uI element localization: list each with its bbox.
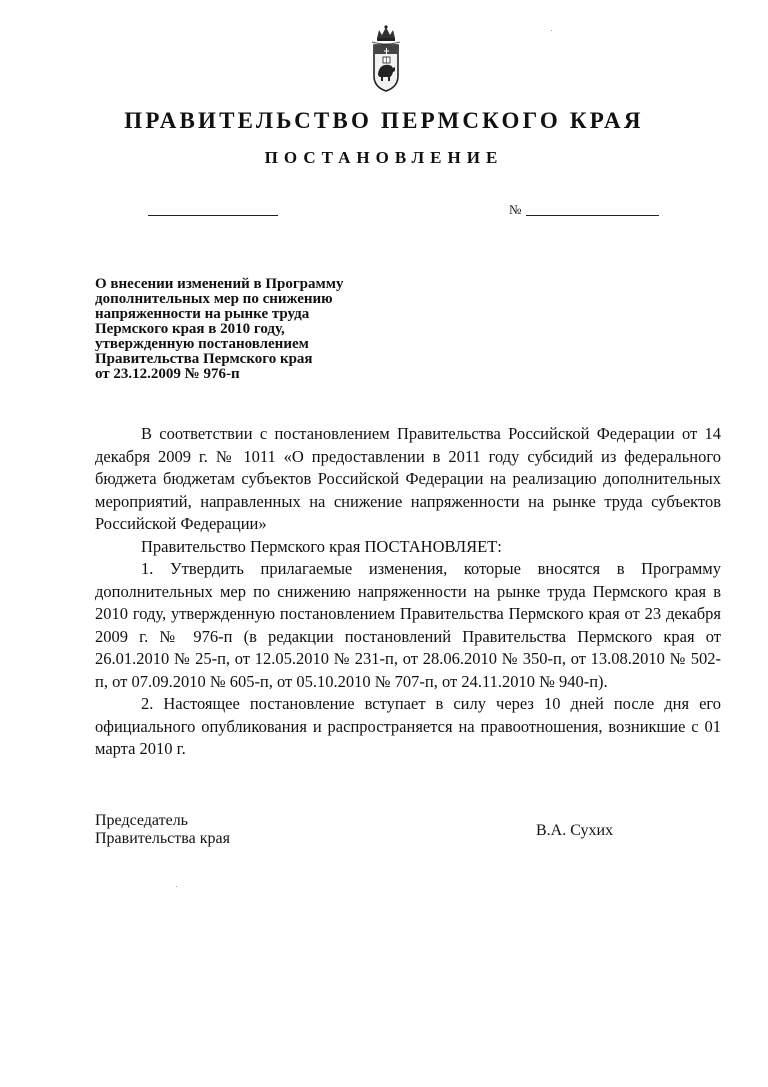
item-1-paragraph: 1. Утвердить прилагаемые изменения, которые вносятся в Программу дополнительных мер по снижению напряженности на рынке труда Пермского края в 2010 году, утвержденную постановлением Правительства Пермского края от 23 декабря 2009 г. № 976-п (в редакции постановлений Правительства Пермского края от 26.01.2010 № 25-п, от 12.05.2010 № 231-п, от 28.06.2010 № 350-п, от 13.08.2010 № 502-п, от 07.09.2010 № 605-п, от 05.10.2010 № 707-п, от 24.11.2010 № 940-п). [95,559,721,691]
subject-line: дополнительных мер по снижению [95,291,333,307]
number-field-line [526,215,659,216]
document-subject [95,277,415,382]
signatory-title-line: Правительства края [95,830,230,847]
number-field [509,202,659,218]
subject-line: О внесении изменений в Программу [95,276,344,292]
subject-line: от 23.12.2009 № 976-п [95,366,240,382]
subject-line: Правительства Пермского края [95,351,313,367]
document-type: ПОСТАНОВЛЕНИЕ [264,148,504,167]
scan-speck [176,886,177,887]
perm-krai-coat-of-arms-icon [366,24,406,94]
subject-line: Пермского края в 2010 году, [95,321,285,337]
item-2-paragraph: 2. Настоящее постановление вступает в силу через 10 дней после дня его официального опубликования и распространяется на правоотношения, возникшие с 01 марта 2010 г. [95,694,721,758]
signatory-title-line: Председатель [95,812,188,829]
number-label: № [509,202,522,217]
subject-line: утвержденную постановлением [95,336,309,352]
signatory-name: В.А. Сухих [536,822,614,839]
scan-speck [551,30,552,31]
government-name: ПРАВИТЕЛЬСТВО ПЕРМСКОГО КРАЯ [124,108,644,133]
date-field-line [148,214,278,216]
subject-line: напряженности на рынке труда [95,306,310,322]
preamble-paragraph: В соответствии с постановлением Правительства Российской Федерации от 14 декабря 2009 г. № 1011 «О предоставлении в 2011 году субсидий из федерального бюджета бюджетам субъектов Российской Федерации на реализацию дополнительных мероприятий, направленных на снижение напряженности на рынке труда субъектов Российской Федерации» [95,424,721,533]
resolves-paragraph: Правительство Пермского края ПОСТАНОВЛЯЕТ: [141,536,502,556]
document-body [95,423,721,761]
